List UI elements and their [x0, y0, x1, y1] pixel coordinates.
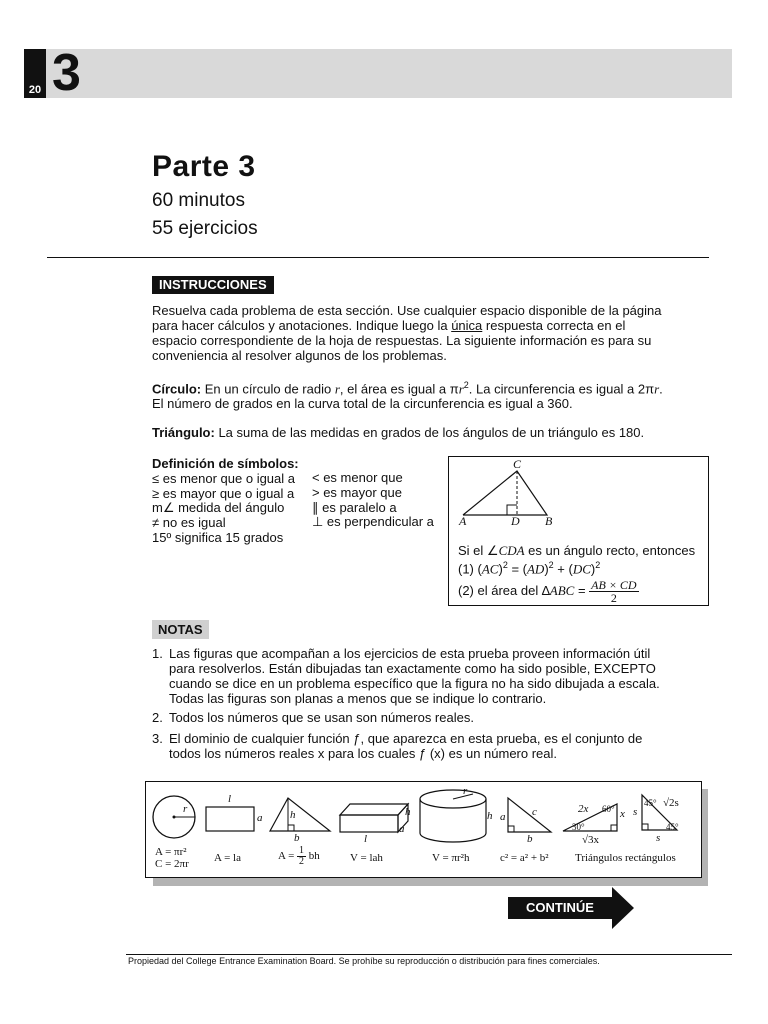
box-volume-formula: V = lah — [350, 852, 383, 864]
right-tri-leg-b-label: b — [527, 833, 533, 845]
theorem-line: Si el ∠CDA es un ángulo recto, entonces — [458, 543, 696, 558]
instructions-line: espacio correspondiente de la hoja de respuestas. La siguiente información es para su — [152, 333, 652, 348]
rect-area-formula: A = la — [214, 852, 241, 864]
t3060-angle60-label: 60° — [602, 804, 615, 814]
right-tri-hyp-label: c — [532, 806, 537, 818]
circle-radius-label: r — [183, 803, 188, 815]
area-fraction: $\frac{AB \times CD}{2}$ — [591, 578, 637, 605]
reference-formulas-box — [145, 781, 702, 878]
t3060-long-leg-label: √3x — [582, 834, 600, 846]
box-width-label: a — [399, 823, 405, 835]
symbol-item: m∠ medida del ángulo — [152, 500, 285, 516]
symbol-item: ≠ no es igual — [152, 515, 226, 531]
t45-leg-bottom-label: s — [656, 832, 661, 844]
circle-label: Círculo: — [152, 381, 202, 397]
box-length-label: l — [364, 833, 368, 845]
t3060-hyp-label: 2x — [578, 803, 589, 815]
symbol-item: ≥ es mayor que o igual a — [152, 485, 295, 501]
circle-area-formula: A = πr² — [155, 846, 187, 858]
t45-leg-left-label: s — [633, 806, 638, 818]
theorem-line: (1) (AC)$^2$ = (AD)$^2$ + (DC)$^2$ — [458, 560, 601, 577]
circle-circumference-formula: C = 2πr — [155, 858, 189, 870]
underlined-word: única — [451, 318, 483, 333]
triangle-label: Triángulo: — [152, 425, 215, 440]
t45-angle-top-label: 45° — [644, 798, 657, 808]
tri-base-label: b — [294, 832, 300, 844]
triangle-theorem-box — [448, 456, 709, 606]
symbol-item: ∥ es paralelo a — [312, 499, 397, 515]
vertex-c-label: C — [513, 457, 522, 471]
symbol-item: ≤ es menor que o igual a — [152, 470, 295, 486]
tri-height-label: h — [290, 809, 296, 821]
vertex-d-label: D — [511, 514, 520, 528]
page-number-tab — [24, 49, 46, 98]
footer-divider — [126, 954, 732, 955]
t3060-short-leg-label: x — [620, 808, 625, 820]
symbol-item: ⊥ es perpendicular a — [312, 514, 434, 530]
symbols-column-right — [312, 471, 434, 530]
symbols-definition — [152, 457, 299, 546]
rect-width-label: a — [257, 812, 263, 824]
t45-angle-bottom-label: 45° — [666, 822, 679, 832]
instructions-line: Resuelva cada problema de esta sección. Use cualquier espacio disponible de la página — [152, 303, 662, 318]
triangle-info: Triángulo: La suma de las medidas en grados de los ángulos de un triángulo es 180. — [152, 425, 645, 440]
header-band — [46, 49, 732, 98]
symbols-title: Definición de símbolos: — [152, 456, 299, 471]
notes-label: NOTAS — [152, 620, 209, 639]
instructions-label: INSTRUCCIONES — [152, 276, 274, 294]
symbol-item: 15º significa 15 grados — [152, 529, 284, 545]
cylinder-volume-formula: V = πr²h — [432, 852, 470, 864]
t3060-angle30-label: 30° — [572, 822, 585, 832]
tri-area-formula: A = $\frac{1}{2}$ bh — [278, 845, 320, 867]
right-tri-leg-a-label: a — [500, 811, 506, 823]
right-triangles-title: Triángulos rectángulos — [575, 852, 676, 864]
symbol-item: > es mayor que — [312, 484, 402, 500]
instructions-line: para hacer cálculos y anotaciones. Indique luego la única respuesta correcta en el — [152, 318, 626, 333]
circle-line: Círculo: En un círculo de radio r, el área es igual a $\pi r^2$. La circunferencia es igual a 2πr. — [152, 380, 663, 397]
circle-info — [152, 378, 712, 411]
pythagorean-formula: c² = a² + b² — [500, 852, 549, 864]
instructions-text — [152, 303, 712, 363]
continue-label: CONTINÚE — [526, 900, 594, 915]
cylinder-height-label: h — [487, 810, 493, 822]
cylinder-radius-label: r — [463, 785, 468, 797]
top-divider — [47, 257, 709, 258]
symbol-item: < es menor que — [312, 470, 403, 485]
vertex-a-label: A — [459, 514, 467, 528]
part-minutes: 60 minutos — [152, 190, 245, 211]
instructions-line: conveniencia al resolver algunos de los problemas. — [152, 348, 447, 363]
page-number: 20 — [28, 84, 42, 96]
part-title: Parte 3 — [152, 150, 256, 183]
theorem-line: (2) el área del ∆ABC = $\frac{AB \times CD}{2}$ — [458, 578, 637, 605]
section-number: 3 — [52, 44, 81, 102]
rect-length-label: l — [228, 793, 232, 805]
part-exercises: 55 ejercicios — [152, 218, 258, 239]
box-height-label: h — [405, 806, 411, 818]
vertex-b-label: B — [545, 514, 553, 528]
t45-hyp-label: √2s — [663, 797, 679, 809]
circle-line: El número de grados en la curva total de la circunferencia es igual a 360. — [152, 396, 573, 412]
footer-text: Propiedad del College Entrance Examination Board. Se prohíbe su reproducción o distribución para fines comerciales. — [128, 956, 600, 966]
